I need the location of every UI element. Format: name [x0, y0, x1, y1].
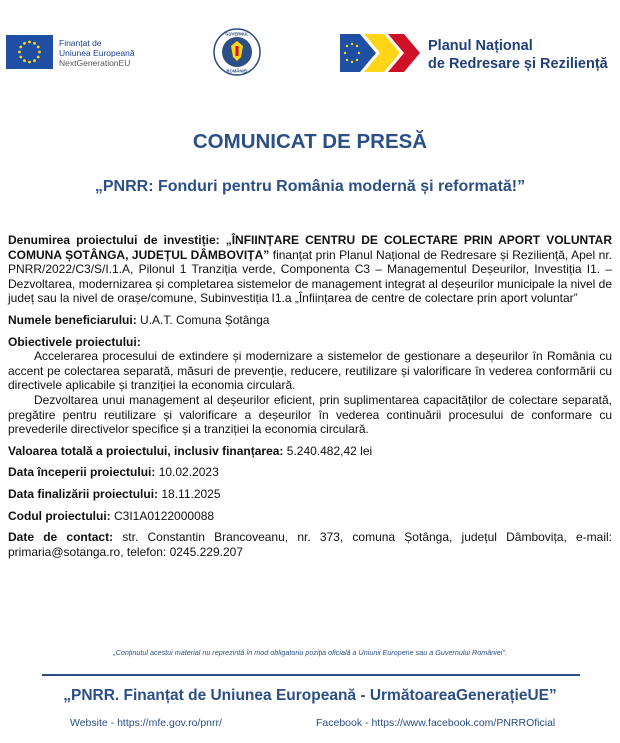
project-paragraph [8, 233, 612, 306]
pnrr-logo-icon [338, 32, 420, 74]
contact-line [8, 530, 612, 559]
end-date-label: Data finalizării proiectului: [8, 486, 162, 501]
footer-slogan: „PNRR. Finanțat de Uniunea Europeană - UrmătoareaGenerațieUE” [63, 687, 557, 704]
seal-bottom-text: ROMÂNIEI [226, 68, 248, 74]
total-value-label: Valoarea totală a proiectului, inclusiv finanțarea: [8, 443, 287, 458]
objectives-heading: Obiectivele proiectului: [8, 334, 141, 349]
objective-1: Accelerarea procesului de extindere și modernizare a sistemelor de gestionare a deșeurilor în România cu accent pe colectarea separată, măsuri de prevenție, reducere, reutilizare și valorificare în vederea conformării cu directivele aplicabile și tranziției la economia circulară. [8, 349, 612, 393]
page-title: COMUNICAT DE PRESĂ [192, 130, 428, 153]
eu-funding-label: Finanțat de Uniunea Europeană NextGenerationEU [59, 38, 135, 68]
start-date-value: 10.02.2023 [158, 465, 219, 480]
project-code-line [8, 509, 612, 524]
eu-flag-icon [6, 35, 53, 69]
disclaimer-text: „Conținutul acestui material nu reprezintă în mod obligatoriu poziția oficială a Uniunii Europene sau a Guvernului României”. [113, 648, 507, 657]
project-code-value: C3I1A0122000088 [114, 508, 215, 523]
total-value: 5.240.482,42 lei [286, 443, 373, 458]
government-seal-icon [213, 28, 261, 76]
total-value-line [8, 444, 612, 459]
seal-top-text: GUVERNUL [225, 31, 249, 37]
pnrr-logo-text: Planul Național de Redresare și Reziliență [428, 38, 608, 72]
project-label: Denumirea proiectului de investiție: [8, 233, 226, 247]
project-code-label: Codul proiectului: [8, 508, 114, 523]
beneficiary-value: U.A.T. Comuna Șotânga [140, 312, 270, 327]
contact-label: Date de contact: [8, 530, 123, 545]
beneficiary-line [8, 313, 612, 328]
project-name: „ÎNFIINȚARE CENTRU DE COLECTARE PRIN APORT VOLUNTAR COMUNA ȘOTÂNGA, JUDEȚUL DÂMBOVIȚA” [8, 233, 612, 262]
start-date-line [8, 465, 612, 480]
objective-2: Dezvoltarea unui management al deșeurilor eficient, prin suplimentarea capacităților de colectare separată, pregătire pentru reutilizare și valorificare a deșeurilor în vederea continuării procesului de conformare cu prevederile directivelor specifice și a tranziției la economia circulară. [8, 392, 612, 437]
page-subtitle: „PNRR: Fonduri pentru România modernă și reformată!” [94, 178, 526, 195]
end-date-value: 18.11.2025 [161, 486, 221, 501]
project-description: finanțat prin Planul Național de Redresare și Reziliență, Apel nr. PNRR/2022/C3/S/I.1.A, Pilonul 1 Tranziția verde, Componenta C3 – Managementul Deșeurilor, Investiția I1. – Dezvoltarea, modernizarea și completarea sistemelor de management integrat al deșeurilor municipale la nivel de județ sau la nivel de orașe/comune, Subinvestiția I1.a „Înființarea de centre de colectare prin aport voluntar” [8, 247, 612, 306]
start-date-label: Data începerii proiectului: [8, 465, 159, 480]
contact-value: str. Constantin Brancoveanu, nr. 373, comuna Șotânga, județul Dâmbovița, e-mail: primaria@sotanga.ro, telefon: 0245.229.207 [8, 530, 613, 559]
press-release-body [8, 233, 612, 559]
end-date-line [8, 487, 612, 502]
footer-divider [42, 674, 580, 676]
website-link[interactable]: Website - https://mfe.gov.ro/pnrr/ [70, 717, 222, 729]
facebook-link[interactable]: Facebook - https://www.facebook.com/PNRROficial [316, 717, 556, 729]
beneficiary-label: Numele beneficiarului: [8, 312, 141, 327]
